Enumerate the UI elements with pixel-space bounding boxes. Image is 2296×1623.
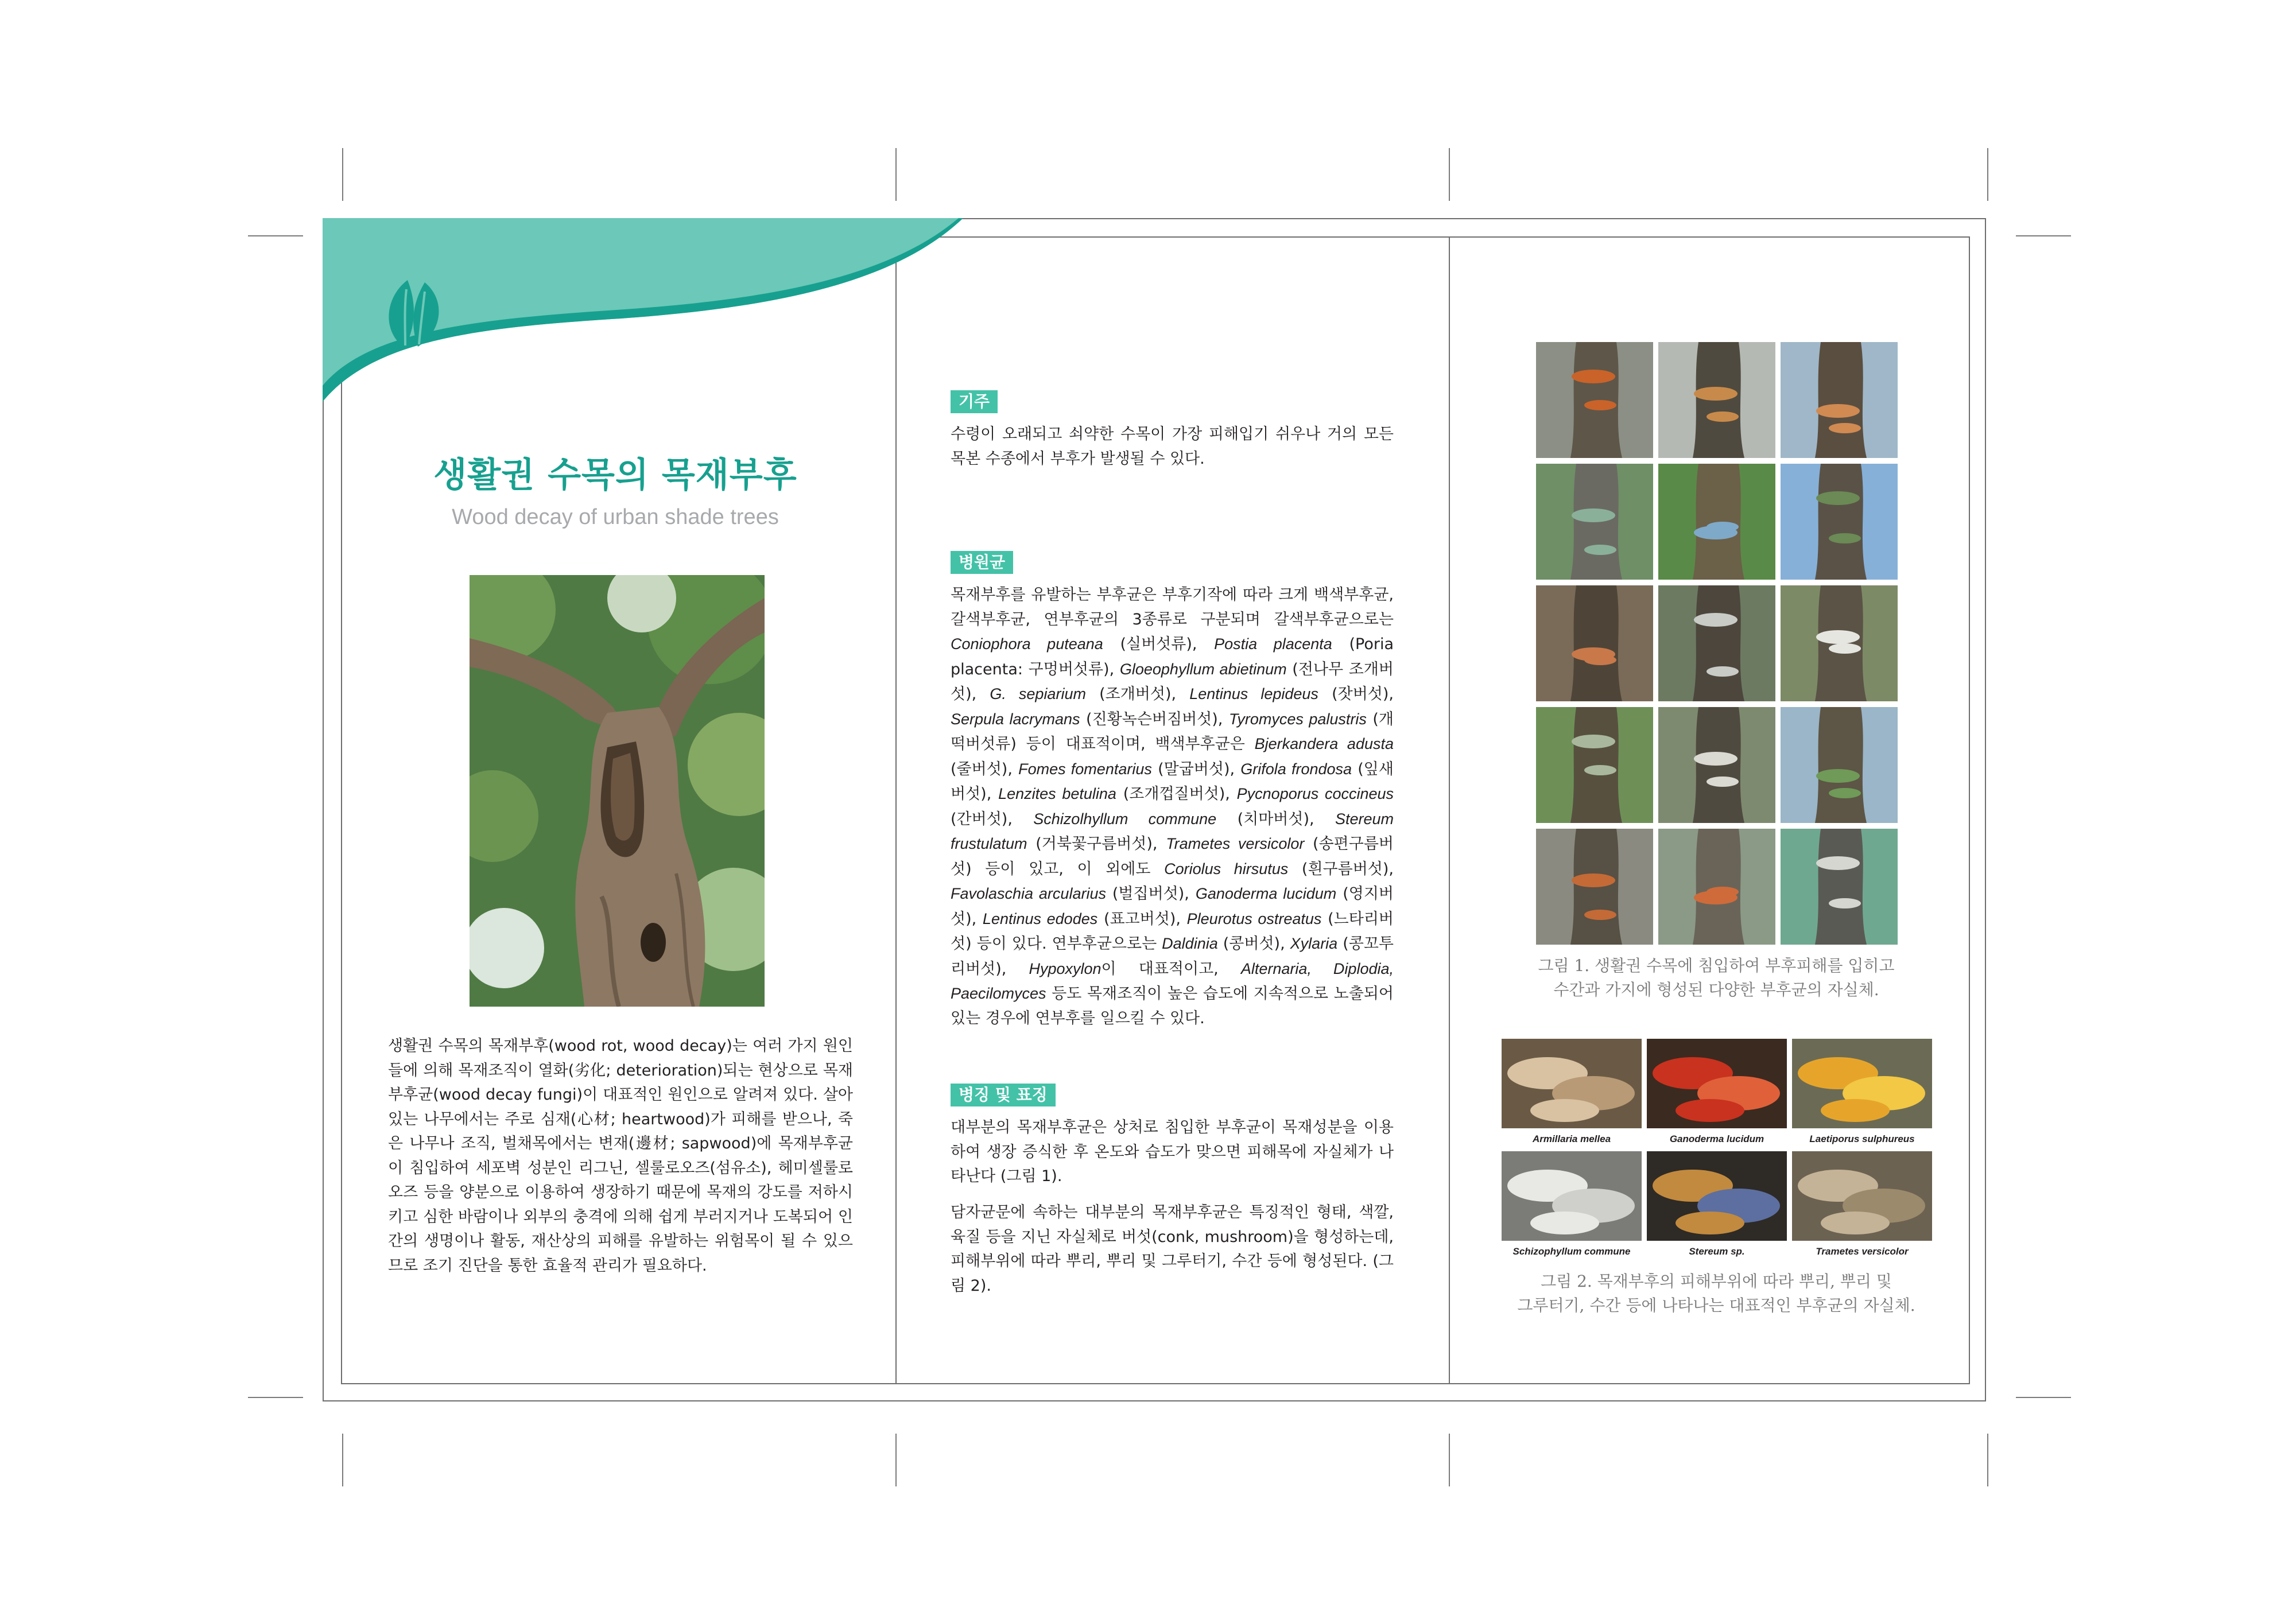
species-name: Lenzites betulina — [998, 785, 1116, 802]
text-run: (잎새버섯), — [951, 760, 1394, 803]
species-name: Daldinia — [1162, 935, 1218, 952]
fungus-on-trunk-photo — [1536, 829, 1653, 945]
text-run: (잣버섯), — [1318, 685, 1394, 703]
fungus-on-trunk-photo — [1781, 342, 1898, 458]
fold-line — [1449, 236, 1450, 1384]
fungus-on-trunk-photo — [1781, 707, 1898, 823]
text-run: (거북꽃구름버섯), — [1027, 835, 1166, 853]
species-name: Grifola frondosa — [1240, 760, 1352, 778]
section-symptoms-text-2: 담자균문에 속하는 대부분의 목재부후균은 특징적인 형태, 색깔, 육질 등을 지닌 자실체로 버섯(conk, mushroom)을 형성하는데, 피해부위에 따라 뿌리, 뿌리 및 그루터기, 수간 등에 형성된다. (그림 2). — [951, 1203, 1394, 1295]
crop-mark — [895, 148, 897, 201]
fungus-on-trunk-photo — [1536, 707, 1653, 823]
crop-mark — [1987, 148, 1988, 201]
text-run: (개떡버섯류) 등이 대표적이며, 백색부후균은 — [951, 710, 1394, 753]
tree-trunk-photo — [470, 575, 765, 1007]
species-name: Fomes fomentarius — [1018, 760, 1152, 778]
fungus-on-trunk-photo — [1658, 464, 1775, 580]
species-name: Coniophora puteana — [951, 635, 1103, 653]
fungus-fruiting-body-photo — [1502, 1151, 1642, 1241]
species-label: Trametes versicolor — [1816, 1246, 1909, 1257]
figure-1-caption-line-1: 그림 1. 생활권 수목에 침입하여 부후피해를 입히고 — [1538, 956, 1895, 975]
species-label: Schizophyllum commune — [1512, 1246, 1631, 1257]
text-run: 목재부후를 유발하는 부후균은 부후기작에 따라 크게 백색부후균, 갈색부후균, 연부후균의 3종류로 구분되며 갈색부후균으로는 — [951, 586, 1394, 628]
fungus-fruiting-body-photo — [1647, 1151, 1787, 1241]
fungus-fruiting-body-photo — [1647, 1039, 1787, 1128]
fungus-on-trunk-photo — [1658, 585, 1775, 701]
crop-mark — [342, 1434, 343, 1486]
section-tag-host: 기주 — [951, 390, 998, 413]
fungus-on-trunk-photo — [1658, 342, 1775, 458]
figure-1-photo-grid — [1536, 342, 1898, 945]
text-run: (치마버섯), — [1216, 810, 1335, 828]
crop-mark — [2016, 235, 2071, 236]
text-run: (벌집버섯), — [1106, 885, 1196, 903]
fungus-on-trunk-photo — [1536, 464, 1653, 580]
species-label: Armillaria mellea — [1532, 1133, 1611, 1144]
species-name: Schizolhyllum commune — [1033, 810, 1217, 828]
fungus-on-trunk-photo — [1781, 829, 1898, 945]
text-run: (느타리버섯) 등이 있다. 연부후균으로는 — [951, 910, 1394, 953]
species-name: Tyromyces palustris — [1228, 710, 1367, 728]
fungus-on-trunk-photo — [1781, 464, 1898, 580]
fungus-on-trunk-photo — [1536, 585, 1653, 701]
figure-2-caption — [1469, 1269, 1963, 1318]
crop-mark — [248, 235, 303, 236]
fold-line — [895, 236, 897, 1384]
crop-mark — [1449, 148, 1450, 201]
fungus-on-trunk-photo — [1658, 829, 1775, 945]
fungus-on-trunk-photo — [1536, 342, 1653, 458]
species-name: G. sepiarium — [990, 685, 1086, 702]
crop-mark — [342, 148, 343, 201]
figure-2-caption-line-1: 그림 2. 목재부후의 피해부위에 따라 뿌리, 뿌리 및 — [1541, 1272, 1892, 1291]
section-pathogen-text — [951, 583, 1394, 1031]
crop-mark — [1449, 1434, 1450, 1486]
species-name: Gloeophyllum abietinum — [1119, 660, 1287, 678]
text-run: (간버섯), — [951, 810, 1034, 828]
fungus-on-trunk-photo — [1658, 707, 1775, 823]
species-name: Hypoxylon — [1029, 960, 1102, 977]
crop-mark — [1987, 1434, 1988, 1486]
species-name: Bjerkandera adusta — [1254, 735, 1394, 752]
species-name: Trametes versicolor — [1166, 835, 1305, 852]
species-name: Stereum frustulatum — [951, 810, 1394, 852]
text-run: (진황녹슨버짐버섯), — [1080, 710, 1229, 728]
section-symptoms-text: 대부분의 목재부후균은 상처로 침입한 부후균이 목재성분을 이용하여 생장 증식한 후 온도와 습도가 맞으면 피해목에 자실체가 나타난다 (그림 1). — [951, 1119, 1394, 1185]
crop-mark — [2016, 1397, 2071, 1398]
page-subtitle: Wood decay of urban shade trees — [452, 505, 779, 529]
text-run: (조개껍질버섯), — [1116, 785, 1237, 803]
section-tag-pathogen: 병원균 — [951, 551, 1013, 574]
fungus-fruiting-body-photo — [1502, 1039, 1642, 1128]
fungus-fruiting-body-photo — [1792, 1039, 1932, 1128]
crop-mark — [248, 1397, 303, 1398]
text-run: (실버섯류), — [1103, 635, 1215, 653]
figure-1-caption-line-2: 수간과 가지에 형성된 다양한 부후균의 자실체. — [1553, 980, 1879, 999]
intro-paragraph: 생활권 수목의 목재부후(wood rot, wood decay)는 여러 가지 원인들에 의해 목재조직이 열화(劣化; deterioration)되는 현상으로 목재부후균(wood decay fungi)이 대표적인 원인으로 알려져 있다. 살아있는 나무에서는 주로 심재(心材; heartwood)가 피해를 받으나, 죽은 나무나 조직, 벌채목에서는 변재(邊材; sapwood)에 목재부후균이 침입하여 세포벽 성분인 리그닌, 셀룰로오즈(섬유소), 헤미셀룰로오즈 등을 양분으로 이용하여 생장하기 때문에 목재의 강도를 저하시키고 심한 바람이나 외부의 충격에 의해 쉽게 부러지거나 도복되어 인간의 생명이나 활동, 재산상의 피해를 유발하는 위험목이 될 수 있으므로 조기 진단을 통한 효율적 관리가 필요하다. — [388, 1037, 853, 1275]
species-name: Serpula lacrymans — [951, 710, 1080, 728]
species-label: Stereum sp. — [1689, 1246, 1745, 1257]
figure-2-fungi-grid — [1502, 1039, 1932, 1260]
text-run: (말굽버섯), — [1151, 760, 1241, 778]
species-name: Ganoderma lucidum — [1195, 885, 1337, 902]
text-run: (표고버섯), — [1097, 910, 1187, 928]
text-run: 이 대표적이고, — [1101, 960, 1241, 978]
text-run: (흰구름버섯), — [1288, 860, 1394, 878]
text-run: (전나무 조개버섯), — [951, 660, 1394, 703]
species-name: Pleurotus ostreatus — [1186, 910, 1322, 927]
fungus-on-trunk-photo — [1781, 585, 1898, 701]
page-title: 생활권 수목의 목재부후 — [433, 455, 797, 495]
fungus-fruiting-body-photo — [1792, 1151, 1932, 1241]
section-host-text: 수령이 오래되고 쇠약한 수목이 가장 피해입기 쉬우나 거의 모든 목본 수종에서 부후가 발생될 수 있다. — [951, 425, 1394, 468]
species-label: Ganoderma lucidum — [1669, 1133, 1764, 1144]
text-run: (Poria placenta: 구멍버섯류), — [951, 635, 1394, 678]
text-run: 등도 목재조직이 높은 습도에 지속적으로 노출되어 있는 경우에 연부후를 일으킬 수 있다. — [951, 985, 1394, 1027]
text-run: (콩버섯), — [1217, 935, 1290, 953]
figure-1-caption — [1469, 954, 1963, 1002]
text-run: (송편구름버섯) 등이 있고, 이 외에도 — [951, 835, 1394, 878]
species-name: Coriolus hirsutus — [1164, 860, 1289, 877]
species-name: Alternaria, Diplodia, Paecilomyces — [951, 960, 1394, 1002]
text-run: (줄버섯), — [951, 760, 1019, 778]
crop-mark — [895, 1434, 897, 1486]
text-run: (콩꼬투리버섯), — [951, 935, 1394, 978]
species-label: Laetiporus sulphureus — [1809, 1133, 1915, 1144]
figure-2-caption-line-2: 그루터기, 수간 등에 나타나는 대표적인 부후균의 자실체. — [1517, 1296, 1915, 1315]
section-tag-symptoms: 병징 및 표징 — [951, 1084, 1056, 1106]
text-run: (조개버섯), — [1085, 685, 1190, 703]
species-name: Lentinus edodes — [982, 910, 1098, 927]
twin-leaf-icon — [379, 274, 453, 355]
species-name: Favolaschia arcularius — [951, 885, 1106, 902]
species-name: Postia placenta — [1214, 635, 1332, 653]
species-name: Pycnoporus coccineus — [1236, 785, 1394, 802]
species-name: Xylaria — [1290, 935, 1338, 952]
text-run: (영지버섯), — [951, 885, 1394, 928]
species-name: Lentinus lepideus — [1189, 685, 1318, 702]
